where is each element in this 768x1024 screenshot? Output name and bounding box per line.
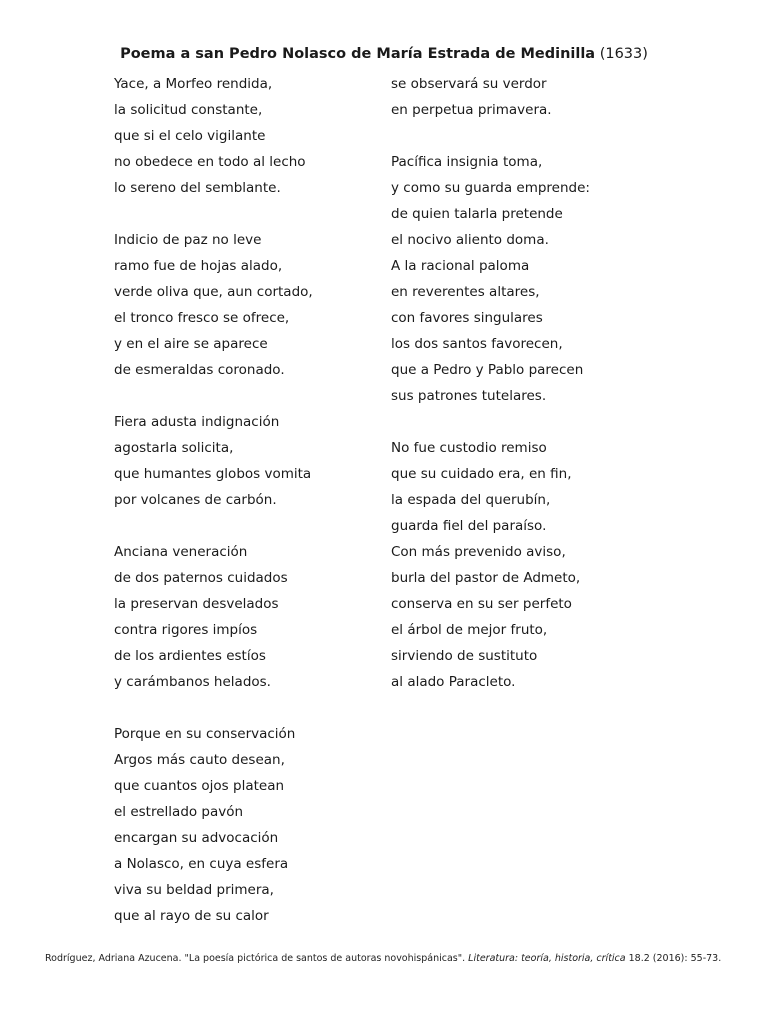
poem-line: Yace, a Morfeo rendida,	[114, 76, 273, 92]
poem-line: agostarla solicita,	[114, 440, 234, 456]
poem-line: viva su beldad primera,	[114, 882, 274, 898]
poem-line: Pacífica insignia toma,	[391, 154, 543, 170]
poem-line: en perpetua primavera.	[391, 102, 552, 118]
poem-title	[0, 44, 768, 64]
poem-line: sirviendo de sustituto	[391, 648, 538, 664]
stanza	[114, 539, 374, 695]
poem-line: ramo fue de hojas alado,	[114, 258, 283, 274]
poem-line: el estrellado pavón	[114, 804, 244, 820]
poem-line: en reverentes altares,	[391, 284, 540, 300]
poem-line: de esmeraldas coronado.	[114, 362, 285, 378]
poem-line: Fiera adusta indignación	[114, 414, 280, 430]
poem-line: con favores singulares	[391, 310, 543, 326]
poem-line: encargan su advocación	[114, 830, 279, 846]
poem-line: que cuantos ojos platean	[114, 778, 285, 794]
poem-line: el nocivo aliento doma.	[391, 232, 549, 248]
poem-line: por volcanes de carbón.	[114, 492, 277, 508]
poem-line: de quien talarla pretende	[391, 206, 563, 222]
poem-line: que si el celo vigilante	[114, 128, 266, 144]
poem-line: No fue custodio remiso	[391, 440, 547, 456]
poem-line: Con más prevenido aviso,	[391, 544, 566, 560]
poem-line: lo sereno del semblante.	[114, 180, 281, 196]
poem-line: la solicitud constante,	[114, 102, 263, 118]
poem-line: sus patrones tutelares.	[391, 388, 547, 404]
poem-line: verde oliva que, aun cortado,	[114, 284, 313, 300]
poem-line: la preservan desvelados	[114, 596, 279, 612]
poem-line: el árbol de mejor fruto,	[391, 622, 548, 638]
poem-line: Anciana veneración	[114, 544, 248, 560]
poem-line: no obedece en todo al lecho	[114, 154, 306, 170]
poem-column-right	[391, 71, 651, 721]
poem-title-text: Poema a san Pedro Nolasco de María Estrada de Medinilla	[120, 46, 596, 62]
poem-line: los dos santos favorecen,	[391, 336, 563, 352]
poem-line: guarda fiel del paraíso.	[391, 518, 547, 534]
stanza	[114, 721, 374, 929]
poem-column-left	[114, 71, 374, 955]
poem-line: contra rigores impíos	[114, 622, 258, 638]
poem-line: que su cuidado era, en fin,	[391, 466, 572, 482]
poem-line: Indicio de paz no leve	[114, 232, 262, 248]
stanza	[391, 71, 651, 123]
stanza	[114, 227, 374, 383]
poem-line: que a Pedro y Pablo parecen	[391, 362, 584, 378]
poem-line: burla del pastor de Admeto,	[391, 570, 581, 586]
stanza	[391, 435, 651, 695]
poem-line: conserva en su ser perfeto	[391, 596, 572, 612]
citation-journal: Literatura: teoría, historia, crítica	[468, 953, 626, 964]
citation-details: 18.2 (2016): 55-73.	[625, 953, 722, 964]
poem-line: que humantes globos vomita	[114, 466, 312, 482]
poem-line: y carámbanos helados.	[114, 674, 271, 690]
poem-line: al alado Paracleto.	[391, 674, 516, 690]
citation-authors: Rodríguez, Adriana Azucena. "La poesía pictórica de santos de autoras novohispánicas".	[45, 953, 469, 964]
poem-line: y en el aire se aparece	[114, 336, 268, 352]
stanza	[114, 409, 374, 513]
poem-line: A la racional paloma	[391, 258, 530, 274]
poem-line: la espada del querubín,	[391, 492, 551, 508]
poem-line: y como su guarda emprende:	[391, 180, 590, 196]
stanza	[391, 149, 651, 409]
poem-line: se observará su verdor	[391, 76, 547, 92]
poem-line: a Nolasco, en cuya esfera	[114, 856, 289, 872]
poem-line: que al rayo de su calor	[114, 908, 269, 924]
poem-line: Porque en su conservación	[114, 726, 296, 742]
poem-year: (1633)	[599, 46, 648, 62]
poem-line: de los ardientes estíos	[114, 648, 266, 664]
citation	[45, 952, 725, 965]
poem-line: de dos paternos cuidados	[114, 570, 288, 586]
poem-line: Argos más cauto desean,	[114, 752, 285, 768]
poem-line: el tronco fresco se ofrece,	[114, 310, 290, 326]
stanza	[114, 71, 374, 201]
